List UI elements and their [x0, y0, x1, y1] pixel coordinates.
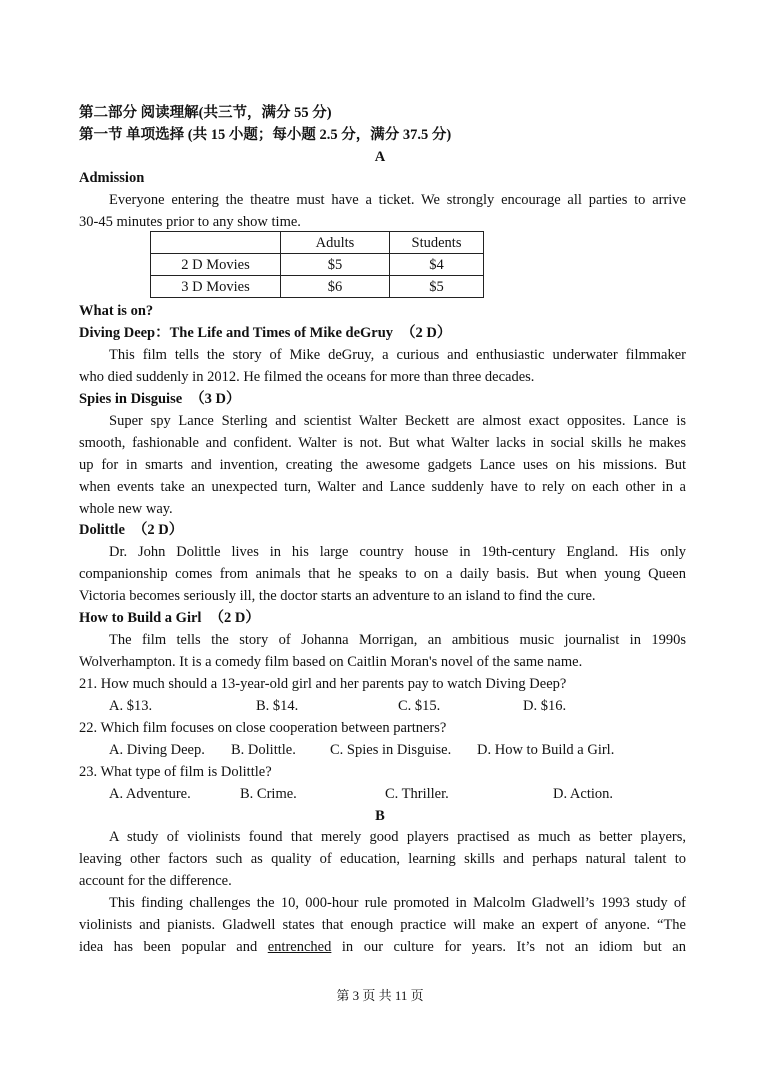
film-format: （2 D）: [209, 610, 260, 626]
table-cell: $4: [390, 254, 484, 276]
answer-option: B. Crime.: [240, 786, 297, 802]
film-description: up for in smarts and invention, creating the awesome gadgets Lance uses on his missions. But: [79, 457, 686, 473]
film-title: [79, 521, 183, 539]
part-title: 第二部分 阅读理解(共三节，满分 55 分): [79, 105, 332, 121]
answer-option: A. Diving Deep.: [109, 742, 205, 758]
passage-a-label: A: [374, 149, 386, 165]
admission-text: 30-45 minutes prior to any show time.: [79, 214, 301, 230]
passage-b-text-segment: in our culture for years. It’s not an idiom but an: [331, 939, 686, 955]
answer-option: C. $15.: [398, 698, 441, 714]
film-description: who died suddenly in 2012. He filmed the oceans for more than three decades.: [79, 369, 535, 385]
answer-option: D. Action.: [553, 786, 614, 802]
price-table: [150, 231, 484, 298]
answer-option: A. Adventure.: [109, 786, 191, 802]
answer-option: B. $14.: [256, 698, 299, 714]
table-cell: $5: [390, 276, 484, 298]
film-description: This film tells the story of Mike deGruy, a curious and enthusiastic underwater filmmaker: [109, 347, 686, 363]
table-cell: 3 D Movies: [151, 276, 281, 298]
table-header-cell: Adults: [281, 232, 390, 254]
admission-heading: Admission: [79, 170, 145, 186]
table-header-row: [151, 232, 484, 254]
film-name: How to Build a Girl: [79, 610, 202, 626]
table-row: [151, 254, 484, 276]
film-description: companionship comes from animals that he speaks to on a daily basis. But when young Queen: [79, 566, 686, 582]
table-cell: 2 D Movies: [151, 254, 281, 276]
passage-b-text: [79, 938, 686, 956]
film-description: Dr. John Dolittle lives in his large country house in 19th-century England. His only: [109, 544, 686, 560]
film-description: Victoria becomes seriously ill, the doctor starts an adventure to an island to find the cure.: [79, 588, 596, 604]
table-cell: $6: [281, 276, 390, 298]
answer-option: A. $13.: [109, 698, 153, 714]
underlined-word: entrenched: [267, 939, 332, 955]
question-stem: 23. What type of film is Dolittle?: [79, 764, 272, 780]
question-stem: 21. How much should a 13-year-old girl and her parents pay to watch Diving Deep?: [79, 676, 567, 692]
table-row: [151, 276, 484, 298]
answer-option: B. Dolittle.: [231, 742, 296, 758]
answer-option: D. $16.: [523, 698, 567, 714]
passage-b-text: This finding challenges the 10, 000-hour rule promoted in Malcolm Gladwell’s 1993 study of: [109, 895, 686, 911]
film-description: when events take an unexpected turn, Walter and Lance suddenly have to rely on each other in a: [79, 479, 686, 495]
film-description: The film tells the story of Johanna Morrigan, an ambitious music journalist in 1990s: [109, 632, 686, 648]
table-cell: $5: [281, 254, 390, 276]
passage-b-text-segment: idea has been popular and: [79, 939, 268, 955]
film-description: whole new way.: [79, 501, 173, 517]
answer-option: D. How to Build a Girl.: [477, 742, 615, 758]
passage-b-label: B: [375, 808, 385, 824]
film-format: （3 D）: [190, 391, 241, 407]
passage-b-text: account for the difference.: [79, 873, 232, 889]
film-description: Wolverhampton. It is a comedy film based on Caitlin Moran's novel of the same name.: [79, 654, 583, 670]
answer-option: C. Thriller.: [385, 786, 449, 802]
passage-b-text: leaving other factors such as quality of education, learning skills and perhaps natural talent to: [79, 851, 686, 867]
film-format: （2 D）: [401, 325, 452, 341]
film-title: [79, 609, 260, 627]
film-title: [79, 324, 451, 342]
answer-option: C. Spies in Disguise.: [330, 742, 452, 758]
film-format: （2 D）: [132, 522, 184, 538]
question-stem: 22. Which film focuses on close cooperation between partners?: [79, 720, 447, 736]
section-title: 第一节 单项选择 (共 15 小题；每小题 2.5 分，满分 37.5 分): [79, 127, 452, 143]
admission-text: Everyone entering the theatre must have a ticket. We strongly encourage all parties to arrive: [109, 192, 686, 208]
passage-b-text: A study of violinists found that merely good players practised as much as better players,: [109, 829, 686, 845]
table-header-cell: Students: [390, 232, 484, 254]
film-name: Diving Deep：The Life and Times of Mike deGruy: [79, 325, 394, 341]
table-header-cell: [151, 232, 281, 254]
passage-b-text: violinists and pianists. Gladwell states that enough practice will make an expert of anyone. “The: [79, 917, 686, 933]
page-number: 第 3 页 共 11 页: [336, 988, 424, 1003]
film-description: smooth, fashionable and confident. Walter is not. But what Walter lacks in social skills he makes: [79, 435, 686, 451]
film-description: Super spy Lance Sterling and scientist Walter Beckett are almost exact opposites. Lance is: [109, 413, 686, 429]
film-name: Spies in Disguise: [79, 391, 183, 407]
film-title: [79, 390, 241, 408]
film-name: Dolittle: [79, 522, 125, 538]
whats-on-heading: What is on?: [79, 303, 154, 319]
